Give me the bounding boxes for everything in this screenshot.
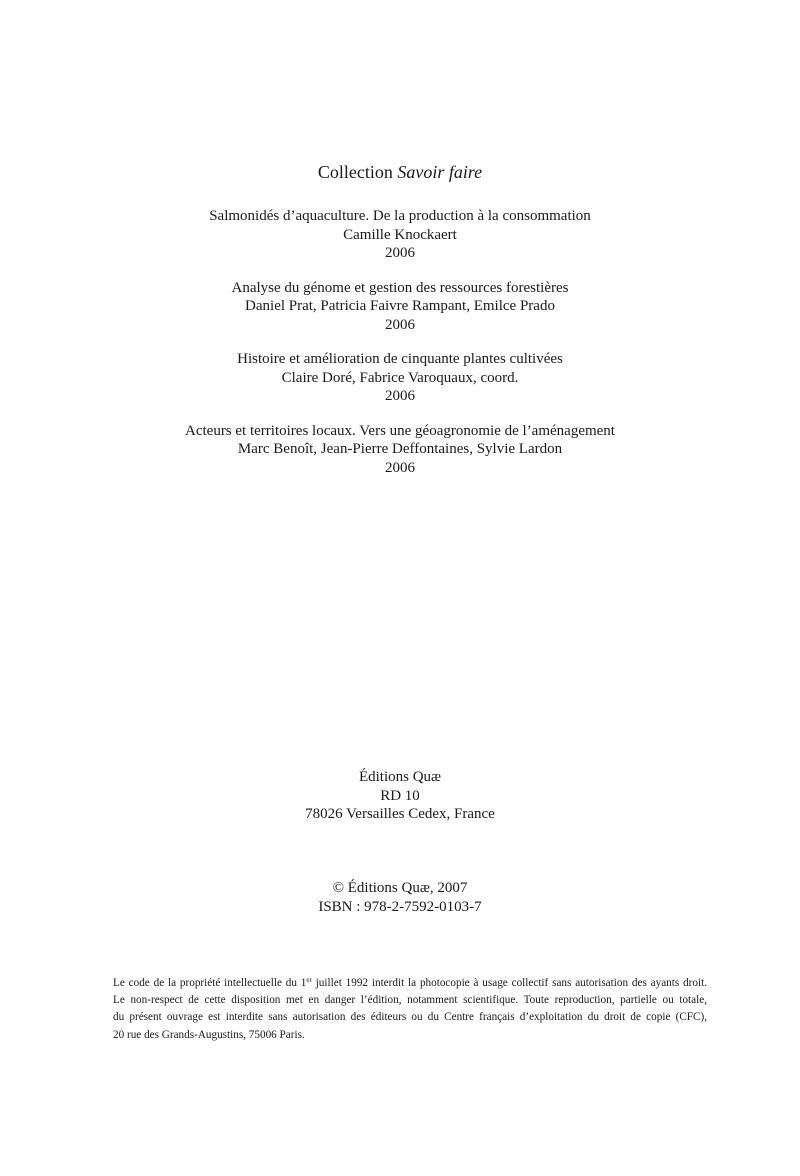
book-title: Analyse du génome et gestion des ressources forestières xyxy=(231,279,569,296)
collection-prefix: Collection xyxy=(317,162,393,182)
book-authors: Daniel Prat, Patricia Faivre Rampant, Emilce Prado xyxy=(245,298,555,314)
book-year: 2006 xyxy=(385,316,415,333)
book-year: 2006 xyxy=(385,245,415,261)
book-title: Histoire et amélioration de cinquante plantes cultivées xyxy=(237,351,563,367)
book-list xyxy=(0,207,800,493)
legal-text: Le code de la propriété intellectuelle du 1 xyxy=(113,977,307,989)
book-authors: Marc Benoît, Jean-Pierre Deffontaines, Sylvie Lardon xyxy=(237,441,563,457)
book-authors: Claire Doré, Fabrice Varoquaux, coord. xyxy=(281,369,519,386)
book-entry xyxy=(0,422,800,478)
book-year: 2006 xyxy=(385,459,415,476)
book-entry xyxy=(0,279,800,335)
collection-name: Savoir faire xyxy=(397,162,483,182)
legal-notice xyxy=(113,975,707,1044)
publisher-name: Éditions Quæ xyxy=(358,769,442,785)
collection-heading xyxy=(0,160,800,184)
legal-line xyxy=(113,975,707,992)
book-title: Salmonidés d’aquaculture. De la production à la consommation xyxy=(209,208,591,224)
book-entry xyxy=(0,207,800,263)
legal-line: du présent ouvrage est interdite sans autorisation des éditeurs ou du Centre français d’exploitation du droit de copie (CFC), xyxy=(113,1011,707,1024)
ordinal-superscript: er xyxy=(306,976,312,984)
book-entry xyxy=(0,350,800,406)
legal-line: 20 rue des Grands-Augustins, 75006 Paris. xyxy=(113,1028,305,1041)
book-authors: Camille Knockaert xyxy=(343,226,457,243)
legal-line: Le non-respect de cette disposition met en danger l’édition, notamment scientifique. Toute reproduction, partielle ou totale, xyxy=(113,994,707,1007)
legal-text: juillet 1992 interdit la photocopie à usage collectif sans autorisation des ayants droit. xyxy=(311,977,707,989)
publisher-address xyxy=(0,768,800,824)
book-title: Acteurs et territoires locaux. Vers une géoagronomie de l’aménagement xyxy=(185,422,615,439)
copyright-notice: © Éditions Quæ, 2007 xyxy=(332,880,468,896)
copyright-block xyxy=(0,879,800,917)
isbn: ISBN : 978-2-7592-0103-7 xyxy=(318,899,482,915)
publisher-street: RD 10 xyxy=(380,787,420,804)
publisher-city: 78026 Versailles Cedex, France xyxy=(305,806,495,822)
book-year: 2006 xyxy=(385,388,415,404)
